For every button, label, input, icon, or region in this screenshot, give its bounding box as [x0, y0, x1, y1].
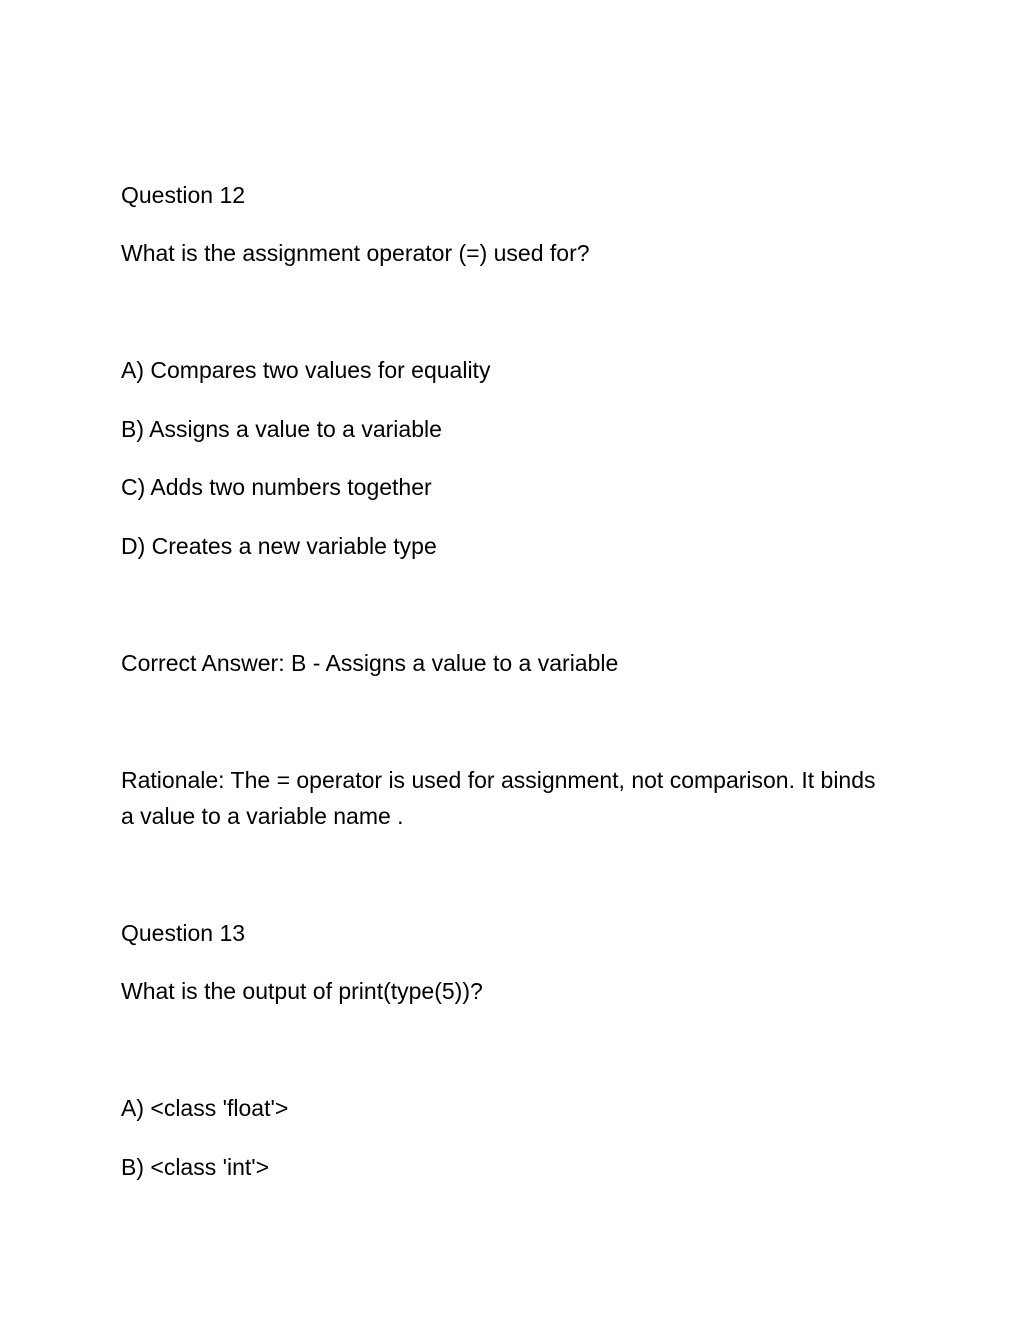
question-12-rationale: Rationale: The = operator is used for assignment, not comparison. It binds a value to a variable name .	[121, 767, 876, 829]
question-13-heading: Question 13	[121, 920, 246, 946]
question-12-option-d: D) Creates a new variable type	[121, 533, 437, 559]
question-12-option-b: B) Assigns a value to a variable	[121, 416, 442, 442]
question-12-prompt: What is the assignment operator (=) used for?	[121, 240, 590, 266]
question-13-prompt: What is the output of print(type(5))?	[121, 978, 483, 1004]
question-13-option-b: B) <class 'int'>	[121, 1154, 270, 1180]
question-12-heading: Question 12	[121, 182, 246, 208]
question-12-option-c: C) Adds two numbers together	[121, 474, 432, 500]
question-12-option-a: A) Compares two values for equality	[121, 357, 491, 383]
question-13-option-a: A) <class 'float'>	[121, 1095, 289, 1121]
question-12-correct-answer: Correct Answer: B - Assigns a value to a variable	[121, 650, 619, 676]
